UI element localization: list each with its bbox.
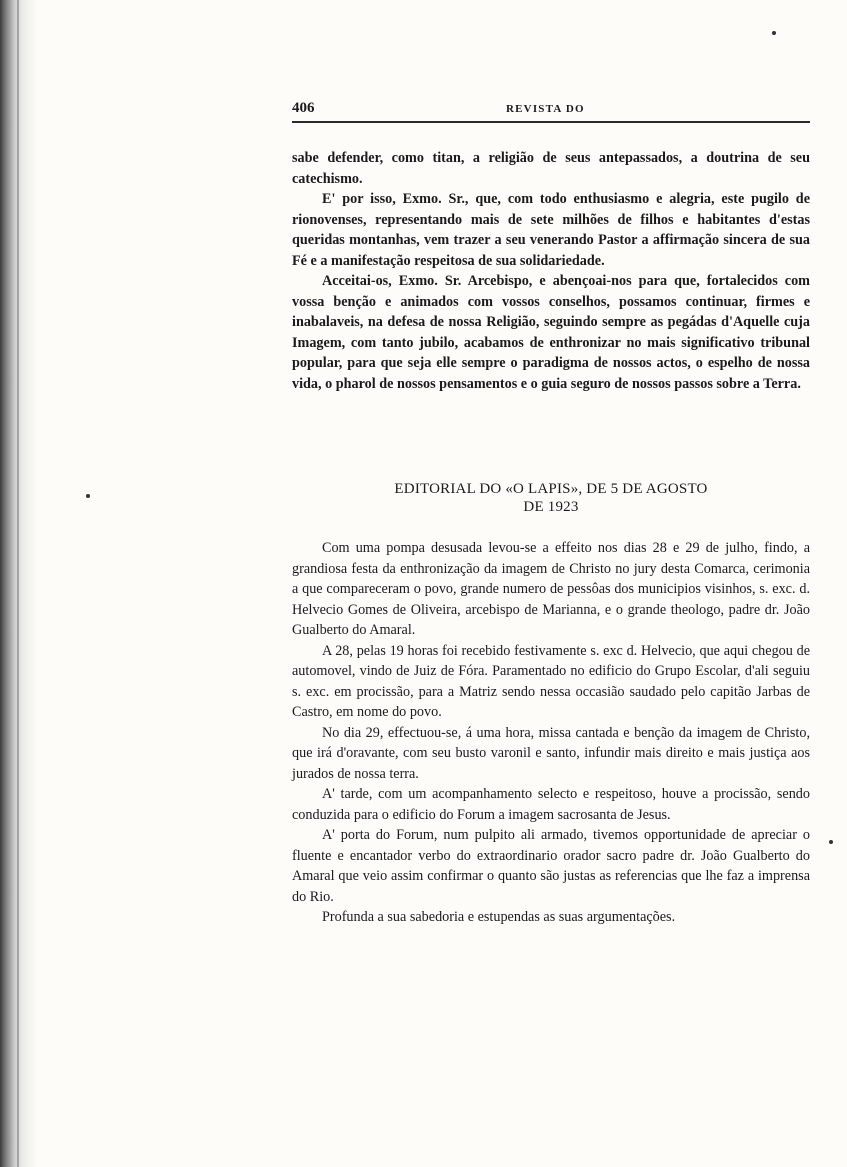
- journal-title: REVISTA DO: [506, 103, 585, 115]
- scan-speck: [86, 494, 90, 498]
- scan-speck: [772, 31, 776, 35]
- page-number: 406: [292, 100, 315, 116]
- paragraph: sabe defender, como titan, a religião de seus antepassados, a doutrina de seu catechismo.: [292, 150, 810, 187]
- editorial-heading: [292, 480, 810, 516]
- address-closing-text: [292, 148, 810, 394]
- paragraph: A' tarde, com um acompanhamento selecto e respeitoso, houve a procissão, sendo conduzida para o edificio do Forum a imagem sacrosanta de Jesus.: [292, 786, 810, 823]
- paragraph: Com uma pompa desusada levou-se a effeito nos dias 28 e 29 de julho, findo, a grandiosa festa da enthronização da imagem de Christo no jury desta Comarca, cerimonia a que compareceram o povo, grande numero de pessôas dos municipios visinhos, s. exc. d. Helvecio Gomes de Oliveira, arcebispo de Marianna, e o grande theologo, padre dr. João Gualberto do Amaral.: [292, 540, 810, 638]
- running-header: [292, 96, 810, 122]
- paragraph: Profunda a sua sabedoria e estupendas as suas argumentações.: [322, 909, 676, 925]
- paragraph: E' por isso, Exmo. Sr., que, com todo enthusiasmo e alegria, este pugilo de rionovenses, representando mais de sete milhões de filhos e habitantes d'estas queridas montanhas, vem trazer a seu venerando Pastor a affirmação sincera de sua Fé e a manifestação respeitosa de sua solidariedade.: [292, 191, 810, 269]
- scan-speck: [829, 840, 833, 844]
- editorial-heading-line: EDITORIAL DO «O LAPIS», DE 5 DE AGOSTO: [394, 481, 708, 497]
- editorial-heading-line: DE 1923: [523, 499, 579, 515]
- paragraph: Acceitai-os, Exmo. Sr. Arcebispo, e abençoai-nos para que, fortalecidos com vossa benção e animados com vossos conselhos, possamos continuar, firmes e inabalaveis, na defesa de nossa Religião, seguindo sempre as pegádas d'Aquelle cuja Imagem, com tanto jubilo, acabamos de enthronizar no mais significativo tribunal popular, para que seja elle sempre o paradigma de nossos actos, o espelho de nossa vida, o pharol de nossos pensamentos e o guia seguro de nossos passos sobre a Terra.: [292, 273, 810, 392]
- editorial-body: [292, 538, 810, 928]
- binding-shadow: [0, 0, 38, 1167]
- header-rule: [292, 121, 810, 123]
- paragraph: No dia 29, effectuou-se, á uma hora, missa cantada e benção da imagem de Christo, que irá d'oravante, com seu busto varonil e santo, infundir mais direito e mais justiça aos jurados de nossa terra.: [292, 724, 810, 782]
- paragraph: A 28, pelas 19 horas foi recebido festivamente s. exc d. Helvecio, que aqui chegou de automovel, vindo de Juiz de Fóra. Paramentado no edificio do Grupo Escolar, d'ali seguiu s. exc. em procissão, para a Matriz sendo nessa occasião saudado pelo capitão Jarbas de Castro, em nome do povo.: [292, 642, 810, 720]
- binding-crease: [17, 0, 19, 1167]
- paragraph: A' porta do Forum, num pulpito ali armado, tivemos opportunidade de apreciar o fluente e encantador verbo do extraordinario orador sacro padre dr. João Gualberto do Amaral que veio assim confirmar o quanto são justas as referencias que lhe faz a imprensa do Rio.: [292, 827, 810, 905]
